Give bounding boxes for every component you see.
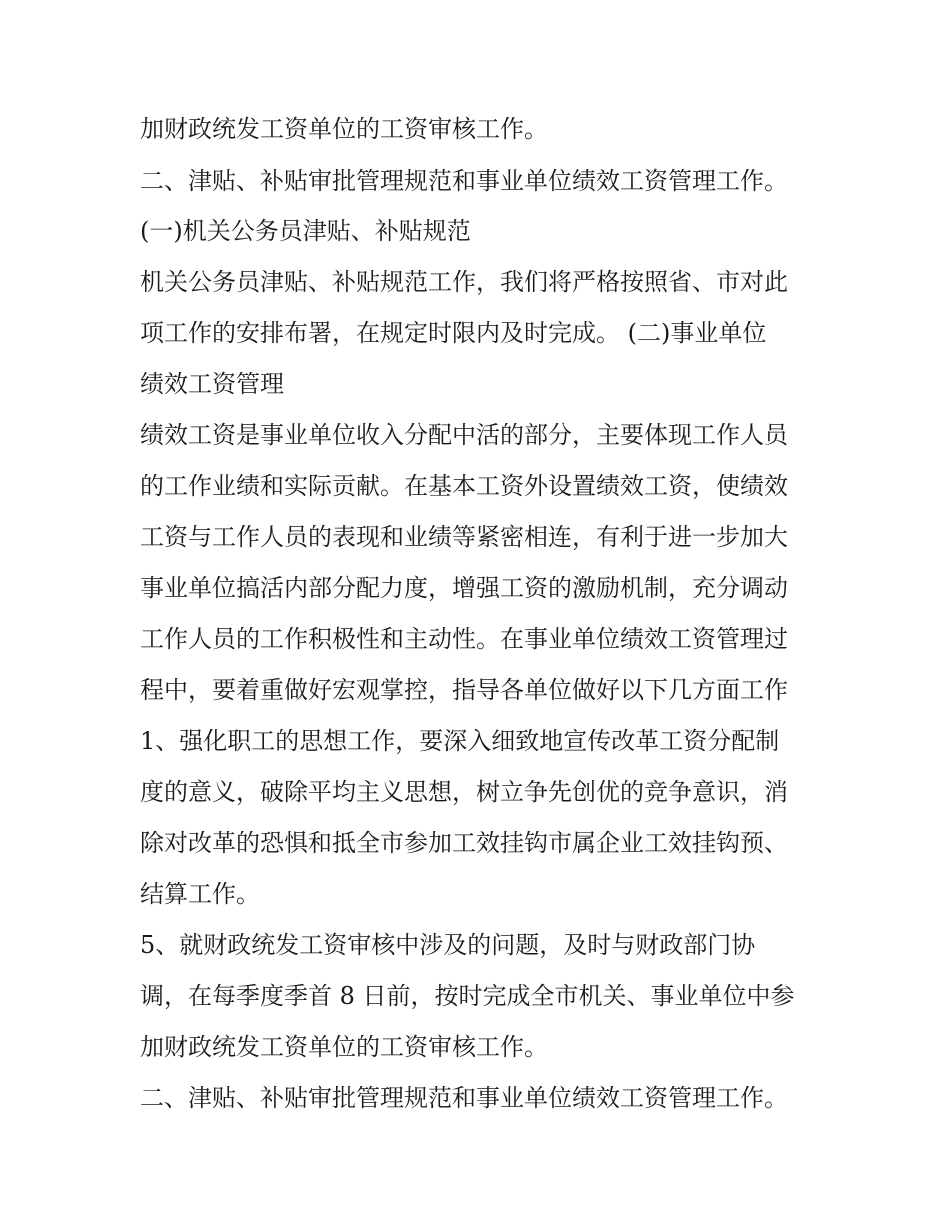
text-line: 项工作的安排布署，在规定时限内及时完成。 (二)事业单位 <box>140 319 767 347</box>
text-line: 结算工作。 <box>140 880 260 908</box>
section-heading: 绩效工资管理 <box>140 370 284 398</box>
text-line: 工作人员的工作积极性和主动性。在事业单位绩效工资管理过 <box>140 625 788 653</box>
text-line: 绩效工资是事业单位收入分配中活的部分，主要体现工作人员 <box>140 421 788 449</box>
text-line: 加财政统发工资单位的工资审核工作。 <box>140 1033 548 1061</box>
text-line: 工资与工作人员的表现和业绩等紧密相连，有利于进一步加大 <box>140 523 788 551</box>
text-line: 程中，要着重做好宏观掌控，指导各单位做好以下几方面工作 <box>140 676 788 704</box>
text-line: 二、津贴、补贴审批管理规范和事业单位绩效工资管理工作。 <box>140 1084 788 1112</box>
text-line: 二、津贴、补贴审批管理规范和事业单位绩效工资管理工作。 <box>140 167 788 195</box>
text-line: 事业单位搞活内部分配力度，增强工资的激励机制，充分调动 <box>140 574 788 602</box>
section-heading: (一)机关公务员津贴、补贴规范 <box>140 217 471 245</box>
text-line: 的工作业绩和实际贡献。在基本工资外设置绩效工资，使绩效 <box>140 472 788 500</box>
text-line: 加财政统发工资单位的工资审核工作。 <box>140 115 548 143</box>
text-line: 除对改革的恐惧和抵全市参加工效挂钩市属企业工效挂钩预、 <box>140 829 788 857</box>
text-line: 调，在每季度季首 8 日前，按时完成全市机关、事业单位中参 <box>140 982 795 1010</box>
text-line: 机关公务员津贴、补贴规范工作，我们将严格按照省、市对此 <box>140 268 788 296</box>
text-line: 1、强化职工的思想工作，要深入细致地宣传改革工资分配制 <box>140 727 780 755</box>
text-line: 度的意义，破除平均主义思想，树立争先创优的竞争意识，消 <box>140 778 788 806</box>
text-line: 5、就财政统发工资审核中涉及的问题，及时与财政部门协 <box>140 931 756 959</box>
